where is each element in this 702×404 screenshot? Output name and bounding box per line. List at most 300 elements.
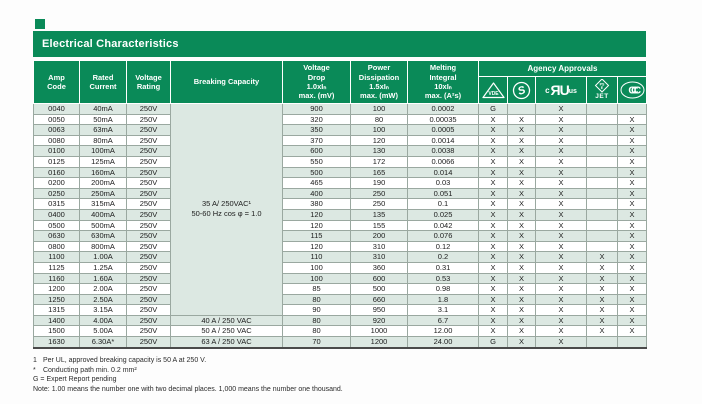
col-header-breaking-capacity — [171, 61, 283, 104]
cell-approval-ccc: X — [618, 188, 647, 199]
col-header-melting-integral — [408, 61, 479, 104]
cell-approval-s-mark: X — [508, 156, 536, 167]
header-line: max. (mV) — [298, 91, 335, 101]
cell-approval-vde: X — [479, 209, 508, 220]
table-row — [34, 188, 647, 199]
cell-approval-ccc: X — [618, 178, 647, 189]
footnote-line: * Conducting path min. 0.2 mm² — [33, 366, 137, 374]
col-header-pse-jet-approval — [587, 77, 618, 104]
cell-melting-integral: 0.0066 — [408, 156, 479, 167]
cell-approval-pse-jet — [587, 241, 618, 252]
cell-approval-pse-jet — [587, 199, 618, 210]
cell-approval-ccc: X — [618, 273, 647, 284]
col-header-amp-code — [34, 61, 80, 104]
cell-amp-code: 1630 — [34, 337, 80, 348]
header-line: 10xIₙ — [434, 82, 452, 91]
header-line: Drop — [307, 72, 326, 82]
cell-approval-vde: X — [479, 262, 508, 273]
cell-melting-integral: 0.53 — [408, 273, 479, 284]
cell-amp-code: 0100 — [34, 146, 80, 157]
cell-rated-current: 1.25A — [80, 262, 127, 273]
cell-amp-code: 0063 — [34, 125, 80, 136]
cell-approval-s-mark: X — [508, 125, 536, 136]
header-line: Integral — [429, 72, 457, 82]
cell-power-dissipation: 80 — [351, 114, 408, 125]
cell-approval-vde: X — [479, 241, 508, 252]
cell-voltage-drop: 100 — [283, 273, 351, 284]
cell-approval-cULus: X — [536, 231, 587, 242]
header-line: Code — [47, 82, 66, 91]
cell-approval-pse-jet: X — [587, 294, 618, 305]
cell-rated-current: 800mA — [80, 241, 127, 252]
cell-voltage-rating: 250V — [127, 114, 171, 125]
cell-approval-pse-jet — [587, 167, 618, 178]
cell-amp-code: 0500 — [34, 220, 80, 231]
cell-amp-code: 0125 — [34, 156, 80, 167]
ccc-icon — [620, 78, 645, 102]
cell-voltage-drop: 500 — [283, 167, 351, 178]
cell-approval-cULus: X — [536, 188, 587, 199]
cell-melting-integral: 0.0002 — [408, 104, 479, 115]
cell-approval-pse-jet: X — [587, 284, 618, 295]
table-row — [34, 294, 647, 305]
cell-approval-pse-jet — [587, 104, 618, 115]
cell-amp-code: 1160 — [34, 273, 80, 284]
cell-approval-vde: X — [479, 188, 508, 199]
cell-power-dissipation: 100 — [351, 104, 408, 115]
cell-voltage-drop: 600 — [283, 146, 351, 157]
cell-approval-s-mark — [508, 104, 536, 115]
cell-melting-integral: 0.0014 — [408, 135, 479, 146]
cell-approval-vde: X — [479, 199, 508, 210]
col-header-s-mark-approval — [508, 77, 536, 104]
cell-approval-ccc: X — [618, 294, 647, 305]
cell-rated-current: 6.30A* — [80, 337, 127, 348]
cell-approval-pse-jet: X — [587, 326, 618, 337]
s-mark-icon — [512, 78, 531, 102]
cell-voltage-drop: 90 — [283, 305, 351, 316]
cell-approval-s-mark: X — [508, 135, 536, 146]
cell-approval-vde: X — [479, 284, 508, 295]
cell-approval-vde: X — [479, 326, 508, 337]
cell-rated-current: 2.00A — [80, 284, 127, 295]
cell-power-dissipation: 135 — [351, 209, 408, 220]
cell-approval-vde: X — [479, 135, 508, 146]
cell-approval-cULus: X — [536, 305, 587, 316]
cell-amp-code: 0400 — [34, 209, 80, 220]
table-row — [34, 167, 647, 178]
col-header-agency-approvals: Agency Approvals — [479, 61, 647, 77]
header-line: Rated — [92, 72, 114, 82]
table-row — [34, 135, 647, 146]
cell-voltage-drop: 110 — [283, 252, 351, 263]
cell-approval-cULus: X — [536, 178, 587, 189]
cell-approval-cULus: X — [536, 252, 587, 263]
cell-amp-code: 1100 — [34, 252, 80, 263]
cell-power-dissipation: 120 — [351, 135, 408, 146]
cell-amp-code: 0315 — [34, 199, 80, 210]
cell-power-dissipation: 100 — [351, 125, 408, 136]
cell-melting-integral: 0.014 — [408, 167, 479, 178]
table-row — [34, 241, 647, 252]
cell-approval-s-mark: X — [508, 178, 536, 189]
cell-voltage-drop: 85 — [283, 284, 351, 295]
cell-amp-code: 0080 — [34, 135, 80, 146]
svg-text:CCC: CCC — [627, 85, 637, 97]
cell-voltage-drop: 370 — [283, 135, 351, 146]
cell-approval-s-mark: X — [508, 199, 536, 210]
cell-melting-integral: 0.2 — [408, 252, 479, 263]
cell-power-dissipation: 200 — [351, 231, 408, 242]
cell-rated-current: 63mA — [80, 125, 127, 136]
cell-rated-current: 400mA — [80, 209, 127, 220]
cell-melting-integral: 24.00 — [408, 337, 479, 348]
cell-rated-current: 1.60A — [80, 273, 127, 284]
cell-rated-current: 500mA — [80, 220, 127, 231]
cell-approval-s-mark: X — [508, 146, 536, 157]
cell-melting-integral: 1.8 — [408, 294, 479, 305]
cell-power-dissipation: 950 — [351, 305, 408, 316]
cell-voltage-drop: 115 — [283, 231, 351, 242]
table-body — [34, 104, 647, 348]
cell-voltage-rating: 250V — [127, 262, 171, 273]
cell-voltage-rating: 250V — [127, 326, 171, 337]
cell-power-dissipation: 190 — [351, 178, 408, 189]
cell-power-dissipation: 310 — [351, 252, 408, 263]
cell-voltage-rating: 250V — [127, 241, 171, 252]
cell-power-dissipation: 130 — [351, 146, 408, 157]
cULus-icon: c ЯU us — [545, 82, 577, 98]
cell-breaking-capacity-merged: 35 A/ 250VAC¹ 50-60 Hz cos φ = 1.0 — [171, 104, 283, 316]
cell-approval-ccc: X — [618, 252, 647, 263]
cell-approval-ccc: X — [618, 114, 647, 125]
cell-approval-ccc: X — [618, 199, 647, 210]
table-row — [34, 178, 647, 189]
cell-voltage-rating: 250V — [127, 188, 171, 199]
cell-approval-cULus: X — [536, 125, 587, 136]
cell-approval-ccc — [618, 104, 647, 115]
cell-voltage-drop: 80 — [283, 294, 351, 305]
table-row — [34, 337, 647, 348]
cell-approval-cULus: X — [536, 294, 587, 305]
cell-amp-code: 1250 — [34, 294, 80, 305]
cell-power-dissipation: 310 — [351, 241, 408, 252]
cell-rated-current: 100mA — [80, 146, 127, 157]
cell-approval-s-mark: X — [508, 284, 536, 295]
cell-melting-integral: 0.051 — [408, 188, 479, 199]
cell-approval-pse-jet — [587, 156, 618, 167]
cell-approval-s-mark: X — [508, 209, 536, 220]
header-line: max. (mW) — [360, 91, 398, 101]
cell-amp-code: 0630 — [34, 231, 80, 242]
svg-text:VDE: VDE — [487, 90, 499, 97]
cell-approval-ccc — [618, 337, 647, 348]
cell-breaking-capacity: 40 A / 250 VAC — [171, 315, 283, 326]
cell-approval-pse-jet — [587, 220, 618, 231]
cell-approval-s-mark: X — [508, 220, 536, 231]
cell-amp-code: 1500 — [34, 326, 80, 337]
cell-rated-current: 125mA — [80, 156, 127, 167]
cell-approval-vde: X — [479, 114, 508, 125]
cell-approval-vde: X — [479, 178, 508, 189]
footnotes — [33, 356, 653, 395]
cell-amp-code: 1400 — [34, 315, 80, 326]
cell-power-dissipation: 660 — [351, 294, 408, 305]
svg-text:PS: PS — [599, 82, 605, 87]
col-header-vde-approval — [479, 77, 508, 104]
cell-approval-cULus: X — [536, 135, 587, 146]
cell-amp-code: 1200 — [34, 284, 80, 295]
cell-approval-s-mark: X — [508, 114, 536, 125]
cell-amp-code: 1315 — [34, 305, 80, 316]
cell-rated-current: 80mA — [80, 135, 127, 146]
cell-approval-vde: G — [479, 104, 508, 115]
cell-approval-pse-jet: X — [587, 315, 618, 326]
cell-voltage-rating: 250V — [127, 146, 171, 157]
cell-power-dissipation: 250 — [351, 199, 408, 210]
table-row — [34, 199, 647, 210]
cell-amp-code: 0050 — [34, 114, 80, 125]
cell-approval-vde: G — [479, 337, 508, 348]
cell-voltage-rating: 250V — [127, 337, 171, 348]
cell-approval-vde: X — [479, 125, 508, 136]
cell-rated-current: 3.15A — [80, 305, 127, 316]
cell-approval-vde: X — [479, 146, 508, 157]
table-row — [34, 146, 647, 157]
cell-breaking-capacity: 63 A / 250 VAC — [171, 337, 283, 348]
cell-melting-integral: 0.03 — [408, 178, 479, 189]
cell-power-dissipation: 172 — [351, 156, 408, 167]
cell-rated-current: 250mA — [80, 188, 127, 199]
table-row — [34, 252, 647, 263]
header-line: Rating — [136, 82, 161, 91]
cell-approval-cULus: X — [536, 273, 587, 284]
cell-melting-integral: 0.98 — [408, 284, 479, 295]
col-header-rated-current — [80, 61, 127, 104]
cell-approval-s-mark: X — [508, 273, 536, 284]
cell-power-dissipation: 1200 — [351, 337, 408, 348]
cell-rated-current: 630mA — [80, 231, 127, 242]
svg-text:JET: JET — [595, 93, 609, 100]
cell-approval-cULus: X — [536, 241, 587, 252]
cell-approval-pse-jet: X — [587, 305, 618, 316]
cell-approval-cULus: X — [536, 220, 587, 231]
cell-approval-pse-jet — [587, 135, 618, 146]
footnote-line: 1 Per UL, approved breaking capacity is 50 A at 250 V. — [33, 357, 207, 364]
table-row — [34, 125, 647, 136]
electrical-characteristics-table — [33, 60, 647, 349]
cell-approval-s-mark: X — [508, 241, 536, 252]
cell-power-dissipation: 500 — [351, 284, 408, 295]
table-row — [34, 231, 647, 242]
cell-voltage-drop: 70 — [283, 337, 351, 348]
table-row — [34, 284, 647, 295]
cell-voltage-rating: 250V — [127, 104, 171, 115]
cell-approval-cULus: X — [536, 337, 587, 348]
cell-approval-s-mark: X — [508, 305, 536, 316]
cell-voltage-drop: 320 — [283, 114, 351, 125]
cell-approval-ccc: X — [618, 305, 647, 316]
header-line: Voltage — [135, 72, 162, 82]
cell-amp-code: 0160 — [34, 167, 80, 178]
cell-approval-pse-jet: X — [587, 262, 618, 273]
cell-approval-cULus: X — [536, 167, 587, 178]
cell-voltage-rating: 250V — [127, 220, 171, 231]
cell-amp-code: 0040 — [34, 104, 80, 115]
cell-approval-pse-jet — [587, 231, 618, 242]
cell-approval-pse-jet: X — [587, 252, 618, 263]
cell-melting-integral: 12.00 — [408, 326, 479, 337]
section-title: Electrical Characteristics — [42, 38, 179, 50]
cell-approval-ccc: X — [618, 262, 647, 273]
header-line: Dissipation — [358, 72, 400, 82]
cell-voltage-rating: 250V — [127, 199, 171, 210]
cell-melting-integral: 6.7 — [408, 315, 479, 326]
cell-approval-cULus: X — [536, 315, 587, 326]
header-line: Breaking Capacity — [193, 77, 260, 87]
cell-power-dissipation: 250 — [351, 188, 408, 199]
cell-voltage-rating: 250V — [127, 315, 171, 326]
cell-voltage-drop: 120 — [283, 220, 351, 231]
cell-approval-s-mark: X — [508, 326, 536, 337]
cell-approval-vde: X — [479, 156, 508, 167]
cell-approval-s-mark: X — [508, 252, 536, 263]
cell-voltage-rating: 250V — [127, 231, 171, 242]
col-header-power-dissipation — [351, 61, 408, 104]
cell-melting-integral: 0.12 — [408, 241, 479, 252]
cell-voltage-drop: 100 — [283, 262, 351, 273]
cell-approval-cULus: X — [536, 156, 587, 167]
cell-approval-cULus: X — [536, 262, 587, 273]
cell-approval-pse-jet: X — [587, 273, 618, 284]
cell-voltage-rating: 250V — [127, 156, 171, 167]
cell-power-dissipation: 1000 — [351, 326, 408, 337]
cell-rated-current: 5.00A — [80, 326, 127, 337]
header-line: 1.5xIₙ — [369, 82, 389, 91]
cell-approval-cULus: X — [536, 146, 587, 157]
cell-approval-vde: X — [479, 252, 508, 263]
cell-approval-vde: X — [479, 220, 508, 231]
cell-breaking-capacity: 50 A / 250 VAC — [171, 326, 283, 337]
section-title-bar — [33, 31, 646, 57]
cell-voltage-rating: 250V — [127, 305, 171, 316]
cell-approval-cULus: X — [536, 209, 587, 220]
cell-approval-vde: X — [479, 231, 508, 242]
footnote-line: Note: 1.00 means the number one with two decimal places. 1,000 means the number one thousand. — [33, 386, 343, 394]
table-row — [34, 220, 647, 231]
table-row — [34, 156, 647, 167]
table-row — [34, 305, 647, 316]
cell-voltage-drop: 120 — [283, 209, 351, 220]
cell-melting-integral: 3.1 — [408, 305, 479, 316]
cell-amp-code: 1125 — [34, 262, 80, 273]
cell-approval-cULus: X — [536, 104, 587, 115]
header-line: Melting — [429, 63, 457, 73]
cell-approval-ccc: X — [618, 209, 647, 220]
cell-voltage-drop: 80 — [283, 315, 351, 326]
cell-voltage-drop: 400 — [283, 188, 351, 199]
cell-voltage-drop: 465 — [283, 178, 351, 189]
cell-approval-ccc: X — [618, 284, 647, 295]
table-row — [34, 114, 647, 125]
svg-text:S: S — [516, 83, 528, 98]
cell-approval-ccc: X — [618, 146, 647, 157]
cell-voltage-rating: 250V — [127, 273, 171, 284]
cell-rated-current: 315mA — [80, 199, 127, 210]
cell-approval-s-mark: X — [508, 337, 536, 348]
table-row — [34, 262, 647, 273]
cell-approval-s-mark: X — [508, 294, 536, 305]
svg-text:E: E — [600, 86, 604, 91]
cell-rated-current: 4.00A — [80, 315, 127, 326]
cell-voltage-rating: 250V — [127, 178, 171, 189]
cell-power-dissipation: 600 — [351, 273, 408, 284]
footnote-line: G = Expert Report pending — [33, 376, 117, 384]
cell-approval-pse-jet — [587, 146, 618, 157]
cell-melting-integral: 0.0005 — [408, 125, 479, 136]
cell-approval-vde: X — [479, 305, 508, 316]
cell-approval-vde: X — [479, 315, 508, 326]
cell-melting-integral: 0.31 — [408, 262, 479, 273]
cell-voltage-drop: 80 — [283, 326, 351, 337]
cell-approval-s-mark: X — [508, 167, 536, 178]
cell-approval-s-mark: X — [508, 231, 536, 242]
cell-voltage-rating: 250V — [127, 135, 171, 146]
cell-rated-current: 1.00A — [80, 252, 127, 263]
header-line: max. (A²s) — [424, 91, 462, 101]
corner-marker — [35, 19, 45, 29]
cell-voltage-drop: 350 — [283, 125, 351, 136]
cell-approval-ccc: X — [618, 135, 647, 146]
cell-rated-current: 200mA — [80, 178, 127, 189]
vde-icon — [481, 78, 506, 102]
table-header — [34, 61, 647, 104]
col-header-ccc-approval — [618, 77, 647, 104]
cell-melting-integral: 0.00035 — [408, 114, 479, 125]
cell-melting-integral: 0.0038 — [408, 146, 479, 157]
cell-rated-current: 50mA — [80, 114, 127, 125]
cell-approval-pse-jet — [587, 209, 618, 220]
cell-melting-integral: 0.1 — [408, 199, 479, 210]
cell-approval-ccc: X — [618, 125, 647, 136]
cell-approval-s-mark: X — [508, 188, 536, 199]
header-line: Voltage — [303, 63, 330, 73]
cell-approval-ccc: X — [618, 220, 647, 231]
cell-voltage-rating: 250V — [127, 284, 171, 295]
cell-power-dissipation: 920 — [351, 315, 408, 326]
col-header-voltage-rating — [127, 61, 171, 104]
cell-approval-pse-jet — [587, 178, 618, 189]
cell-approval-vde: X — [479, 167, 508, 178]
cell-amp-code: 0200 — [34, 178, 80, 189]
cell-approval-cULus: X — [536, 326, 587, 337]
cell-approval-ccc: X — [618, 231, 647, 242]
header-line: 1.0xIₙ — [306, 82, 327, 91]
cell-voltage-drop: 120 — [283, 241, 351, 252]
cell-voltage-rating: 250V — [127, 294, 171, 305]
cell-approval-vde: X — [479, 273, 508, 284]
cell-approval-pse-jet — [587, 125, 618, 136]
table-row — [34, 273, 647, 284]
cell-voltage-rating: 250V — [127, 252, 171, 263]
cell-voltage-drop: 900 — [283, 104, 351, 115]
cell-approval-pse-jet — [587, 188, 618, 199]
cell-rated-current: 2.50A — [80, 294, 127, 305]
col-header-voltage-drop — [283, 61, 351, 104]
header-line: Power — [367, 63, 391, 73]
cell-approval-ccc: X — [618, 326, 647, 337]
cell-amp-code: 0250 — [34, 188, 80, 199]
